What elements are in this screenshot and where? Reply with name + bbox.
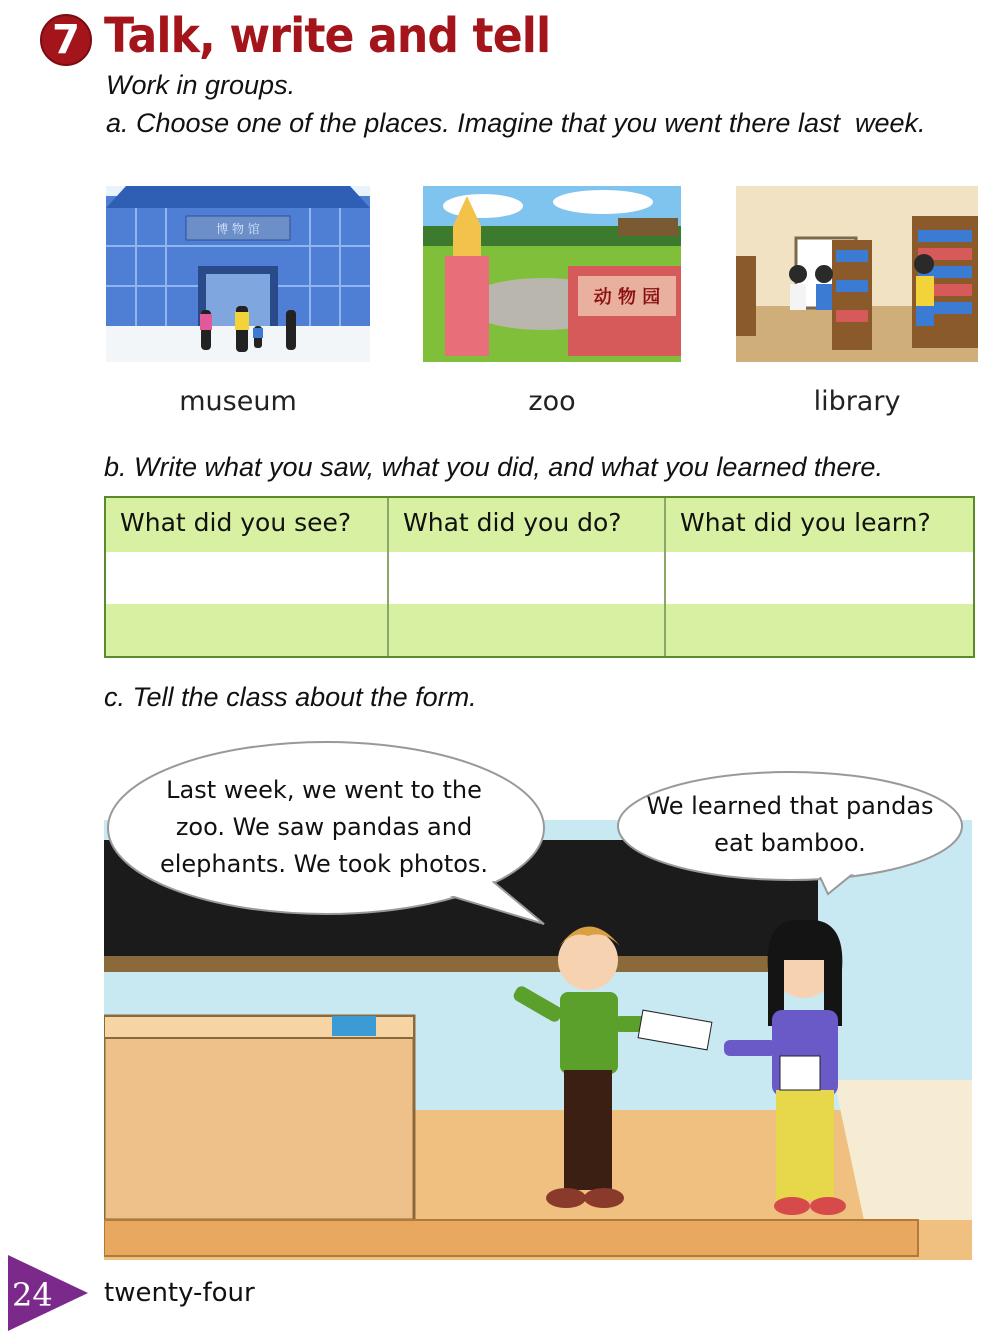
caption-library: library — [813, 386, 901, 417]
section-number: 7 — [52, 17, 80, 63]
table-row — [106, 552, 973, 606]
zoo-picture — [423, 186, 681, 362]
zoo-sign: 动 物 园 — [593, 287, 661, 308]
header-do: What did you do? — [389, 498, 666, 552]
page-number-words: twenty-four — [104, 1278, 255, 1308]
form-table — [104, 496, 975, 658]
library-picture — [736, 186, 978, 362]
museum-picture — [106, 186, 370, 362]
instruction-b: b. Write what you saw, what you did, and what you learned there. — [104, 452, 883, 482]
answer-cell[interactable] — [389, 604, 666, 656]
bubble-boy-line: elephants. We took photos. — [159, 850, 489, 878]
answer-cell[interactable] — [389, 552, 666, 604]
caption-zoo: zoo — [528, 386, 576, 417]
bubble-girl-line: We learned that pandas — [646, 792, 934, 820]
page-title: Talk, write and tell — [104, 8, 551, 64]
speech-bubble-girl — [614, 768, 966, 898]
answer-cell[interactable] — [106, 604, 389, 656]
page-number: 24 — [12, 1276, 53, 1314]
table-header-row — [106, 498, 973, 554]
instruction-a: a. Choose one of the places. Imagine that you went there last week. — [106, 108, 926, 138]
answer-cell[interactable] — [666, 552, 973, 604]
table-row — [106, 604, 973, 656]
caption-museum: museum — [179, 386, 297, 417]
section-number-badge — [40, 14, 92, 66]
instruction-intro: Work in groups. — [106, 70, 296, 100]
instruction-c: c. Tell the class about the form. — [104, 682, 477, 712]
header-learn: What did you learn? — [680, 508, 931, 537]
bubble-girl-line: eat bamboo. — [714, 829, 866, 857]
speech-bubble-boy — [104, 738, 554, 938]
bubble-boy-line: Last week, we went to the — [166, 776, 482, 804]
museum-sign: 博 物 馆 — [216, 222, 260, 236]
header-see: What did you see? — [106, 498, 389, 552]
bubble-boy-line: zoo. We saw pandas and — [175, 813, 473, 841]
answer-cell[interactable] — [666, 604, 973, 656]
answer-cell[interactable] — [106, 552, 389, 604]
